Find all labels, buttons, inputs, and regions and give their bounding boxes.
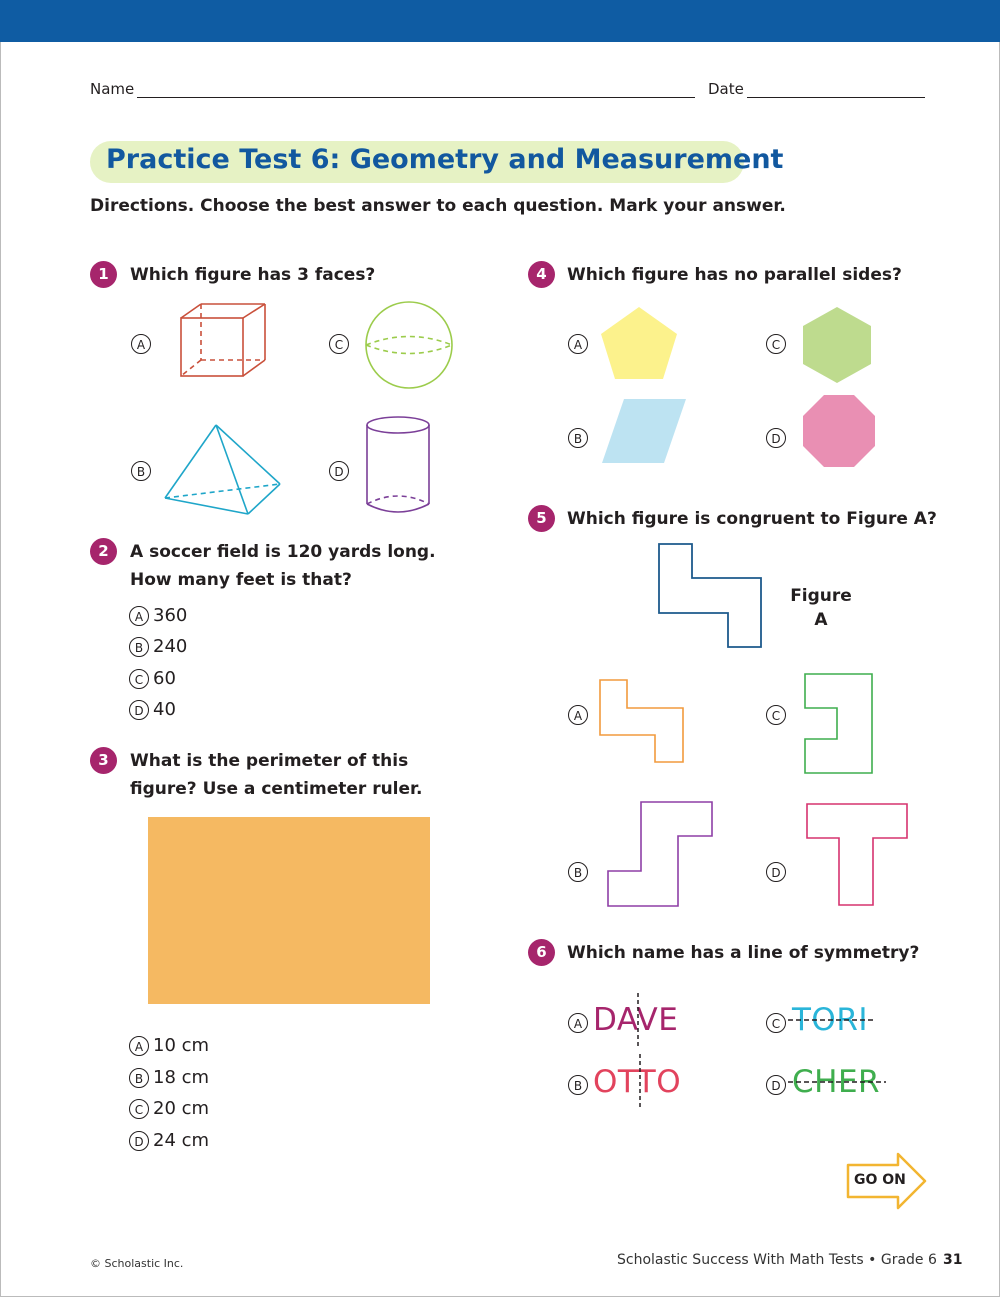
q6-d-symmetry-line	[788, 1080, 886, 1084]
q6-a-symmetry-line	[636, 993, 640, 1049]
q5-shape-c	[803, 672, 875, 776]
q4-option-d[interactable]: D	[766, 428, 786, 448]
q6-name-b: OTTO	[593, 1064, 682, 1100]
question-2-badge: 2	[90, 538, 117, 565]
q2-choice-d[interactable]	[129, 699, 176, 720]
q5-option-a[interactable]: A	[568, 705, 588, 725]
q2-choice-a[interactable]	[129, 605, 187, 626]
figure-a-label: Figure A	[790, 586, 852, 630]
q3-option-d[interactable]: D	[129, 1131, 149, 1151]
q6-c-symmetry-line	[788, 1018, 876, 1022]
copyright: © Scholastic Inc.	[90, 1257, 184, 1270]
orange-rectangle-figure	[148, 817, 430, 1004]
q6-option-c[interactable]: C	[766, 1013, 786, 1033]
top-banner	[0, 0, 1000, 42]
q5-shape-d	[805, 802, 910, 908]
q1-option-a[interactable]: A	[131, 334, 151, 354]
name-label: Name	[90, 80, 135, 98]
q3-answer-a: 10 cm	[153, 1035, 210, 1056]
footer-book-title: Scholastic Success With Math Tests • Grade 6	[617, 1252, 937, 1268]
q3-choice-a[interactable]	[129, 1035, 209, 1056]
question-6-text: Which name has a line of symmetry?	[567, 943, 920, 963]
q4-option-b[interactable]: B	[568, 428, 588, 448]
q3-choice-c[interactable]	[129, 1098, 209, 1119]
q5-option-b[interactable]: B	[568, 862, 588, 882]
q2-option-d[interactable]: D	[129, 700, 149, 720]
q3-option-b[interactable]: B	[129, 1068, 149, 1088]
figure-a-shape	[656, 542, 766, 650]
q6-option-b[interactable]: B	[568, 1075, 588, 1095]
q2-option-c[interactable]: C	[129, 669, 149, 689]
q3-option-a[interactable]: A	[129, 1036, 149, 1056]
name-field-line[interactable]	[137, 97, 695, 98]
q2-option-b[interactable]: B	[129, 637, 149, 657]
pyramid-figure	[160, 420, 286, 520]
pentagon-figure	[598, 305, 680, 381]
q1-option-d[interactable]: D	[329, 461, 349, 481]
sphere-figure	[363, 300, 457, 392]
question-1-badge: 1	[90, 261, 117, 288]
parallelogram-figure	[600, 398, 688, 464]
q2-option-a[interactable]: A	[129, 606, 149, 626]
q5-option-c[interactable]: C	[766, 705, 786, 725]
question-3-text: What is the perimeter of this figure? Use a centimeter ruler.	[130, 751, 423, 799]
q3-answer-d: 24 cm	[153, 1130, 210, 1151]
date-label: Date	[708, 80, 744, 98]
q3-answer-c: 20 cm	[153, 1098, 210, 1119]
q5-shape-b	[606, 800, 716, 909]
question-3-badge: 3	[90, 747, 117, 774]
q5-shape-a	[598, 678, 686, 765]
q6-option-d[interactable]: D	[766, 1075, 786, 1095]
q4-option-c[interactable]: C	[766, 334, 786, 354]
q2-choice-b[interactable]	[129, 636, 187, 657]
question-2-text: A soccer field is 120 yards long. How many feet is that?	[130, 542, 436, 590]
question-4-badge: 4	[528, 261, 555, 288]
q6-option-a[interactable]: A	[568, 1013, 588, 1033]
q2-answer-b: 240	[153, 636, 188, 657]
q2-answer-a: 360	[153, 605, 188, 626]
q6-name-a: DAVE	[593, 1002, 679, 1038]
directions: Directions. Choose the best answer to each question. Mark your answer.	[90, 196, 786, 216]
q3-choice-b[interactable]	[129, 1067, 209, 1088]
q6-name-c: TORI	[792, 1002, 869, 1038]
question-4-text: Which figure has no parallel sides?	[567, 265, 902, 285]
question-5-badge: 5	[528, 505, 555, 532]
q3-option-c[interactable]: C	[129, 1099, 149, 1119]
q3-answer-b: 18 cm	[153, 1067, 210, 1088]
cylinder-figure	[362, 414, 434, 518]
q2-answer-c: 60	[153, 668, 176, 689]
q2-choice-c[interactable]	[129, 668, 176, 689]
page-number: 31	[943, 1252, 963, 1268]
q6-b-symmetry-line	[638, 1054, 642, 1110]
octagon-figure	[802, 394, 876, 468]
q1-option-c[interactable]: C	[329, 334, 349, 354]
q4-option-a[interactable]: A	[568, 334, 588, 354]
q2-answer-d: 40	[153, 699, 176, 720]
q5-option-d[interactable]: D	[766, 862, 786, 882]
q3-choice-d[interactable]	[129, 1130, 209, 1151]
hexagon-figure	[801, 305, 873, 385]
cube-figure	[175, 300, 275, 380]
question-1-text: Which figure has 3 faces?	[130, 265, 376, 285]
q1-option-b[interactable]: B	[131, 461, 151, 481]
question-6-badge: 6	[528, 939, 555, 966]
question-5-text: Which figure is congruent to Figure A?	[567, 509, 937, 529]
page-title: Practice Test 6: Geometry and Measurement	[106, 144, 784, 175]
go-on-label: GO ON	[854, 1172, 906, 1188]
q6-name-d: CHER	[792, 1064, 881, 1100]
date-field-line[interactable]	[747, 97, 925, 98]
